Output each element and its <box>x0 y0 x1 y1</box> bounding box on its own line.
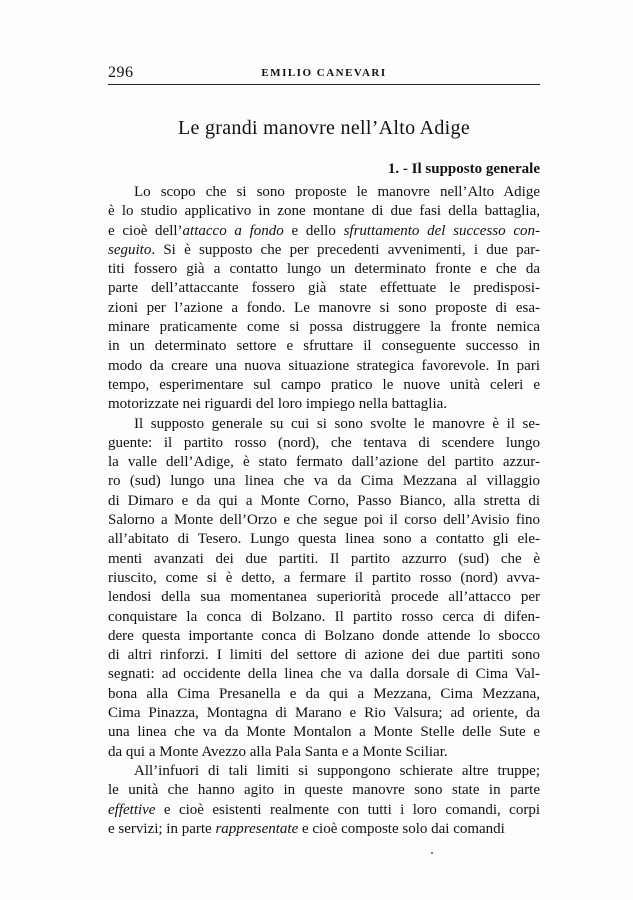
section-heading: 1. - Il supposto generale <box>387 161 540 177</box>
text-line: conquistare la conca di Bolzano. Il partito rosso cerca di difen- <box>108 608 540 625</box>
text-line: e cioè dell’attacco a fondo e dello sfruttamento del successo con- <box>108 222 540 239</box>
text-line: Cima Pinazza, Montagna di Marano e Rio Valsura; ad oriente, da <box>108 705 540 722</box>
text-line: ro (sud) lungo una linea che va da Cima Mezzana al villaggio <box>108 473 540 490</box>
paragraph <box>108 762 540 839</box>
paragraph <box>108 415 540 762</box>
text-line: da qui a Monte Avezzo alla Pala Santa e a Monte Sciliar. <box>108 743 448 760</box>
page-number: 296 <box>108 64 134 81</box>
paper-speck <box>431 852 433 854</box>
text-line: Il supposto generale su cui si sono svolte le manovre è il se- <box>134 415 540 432</box>
text-line: guente: il partito rosso (nord), che tentava di scendere lungo <box>108 434 540 451</box>
text-line: le unità che hanno agito in queste manovre sono state in parte <box>108 782 540 799</box>
text-line: e servizi; in parte rappresentate e cioè composte solo dai comandi <box>108 820 505 837</box>
italic-text: attacco a fondo <box>182 222 284 239</box>
italic-text: sfruttamento del successo con- <box>343 222 540 239</box>
text-line: bona alla Cima Presanella e da qui a Mezzana, Cima Mezzana, <box>108 685 540 702</box>
text-line: la valle dell’Adige, è stato fermato dall’azione del partito azzur- <box>108 454 540 471</box>
text-line: minare praticamente come si possa distruggere la fronte nemica <box>108 319 540 336</box>
text-line: segnati: ad occidente della linea che va dalla dorsale di Cima Val- <box>108 666 540 683</box>
italic-text: seguito <box>108 241 152 258</box>
text-line: Lo scopo che si sono proposte le manovre nell’Alto Adige <box>134 184 540 200</box>
text-line: modo da creare una nuova situazione strategica favorevole. In pari <box>108 357 540 374</box>
text-line: all’abitato di Tesero. Lungo questa linea sono a contatto gli ele- <box>108 531 540 548</box>
body-text <box>108 183 540 839</box>
text-line: di Dimaro e da qui a Monte Corno, Passo Bianco, alla stretta di <box>108 492 540 509</box>
text-line: effettive e cioè esistenti realmente con tutti i loro comandi, corpi <box>108 801 540 818</box>
text-line: tempo, esperimentare sul campo pratico le nuove unità celeri e <box>108 376 540 393</box>
text-line: dere questa importante conca di Bolzano donde attende lo sbocco <box>108 627 540 644</box>
text-line: è lo studio applicativo in zone montane di due fasi della battaglia, <box>108 203 540 220</box>
text-line: menti avanzati dei due partiti. Il partito azzurro (sud) che è <box>108 550 540 567</box>
text-line: zioni per l’azione a fondo. Le manovre si sono proposte di esa- <box>108 299 540 316</box>
paragraph <box>108 183 540 415</box>
running-title: EMILIO CANEVARI <box>261 67 387 79</box>
text-line: in un determinato settore e sfruttare il conseguente successo in <box>108 338 540 355</box>
text-line: seguito. Si è supposto che per precedenti avvenimenti, i due par- <box>108 241 540 258</box>
italic-text: effettive <box>108 801 156 818</box>
text-line: Salorno a Monte dell’Orzo e che segue poi il corso dell’Avisio fino <box>108 512 540 529</box>
text-line: parte dell’attaccante fossero già state effettuate le predisposi- <box>108 280 540 297</box>
italic-text: rappresentate <box>215 820 299 837</box>
article-title: Le grandi manovre nell’Alto Adige <box>177 117 471 139</box>
text-line: di altri rinforzi. I limiti del settore di azione dei due partiti sono <box>108 647 540 664</box>
text-line: una linea che va da Monte Montalon a Monte Stelle delle Sute e <box>108 724 540 741</box>
text-line: titi fossero già a contatto lungo un determinato fronte e che da <box>108 261 540 278</box>
running-head <box>108 64 540 85</box>
text-line: lendosi della sua momentanea superiorità procede all’attacco per <box>108 589 540 606</box>
text-line: riuscito, come si è detto, a fermare il partito rosso (nord) avva- <box>108 569 540 586</box>
text-line: motorizzate nei riguardi del loro impiego nella battaglia. <box>108 396 448 413</box>
text-line: All’infuori di tali limiti si suppongono schierate altre truppe; <box>134 762 540 779</box>
